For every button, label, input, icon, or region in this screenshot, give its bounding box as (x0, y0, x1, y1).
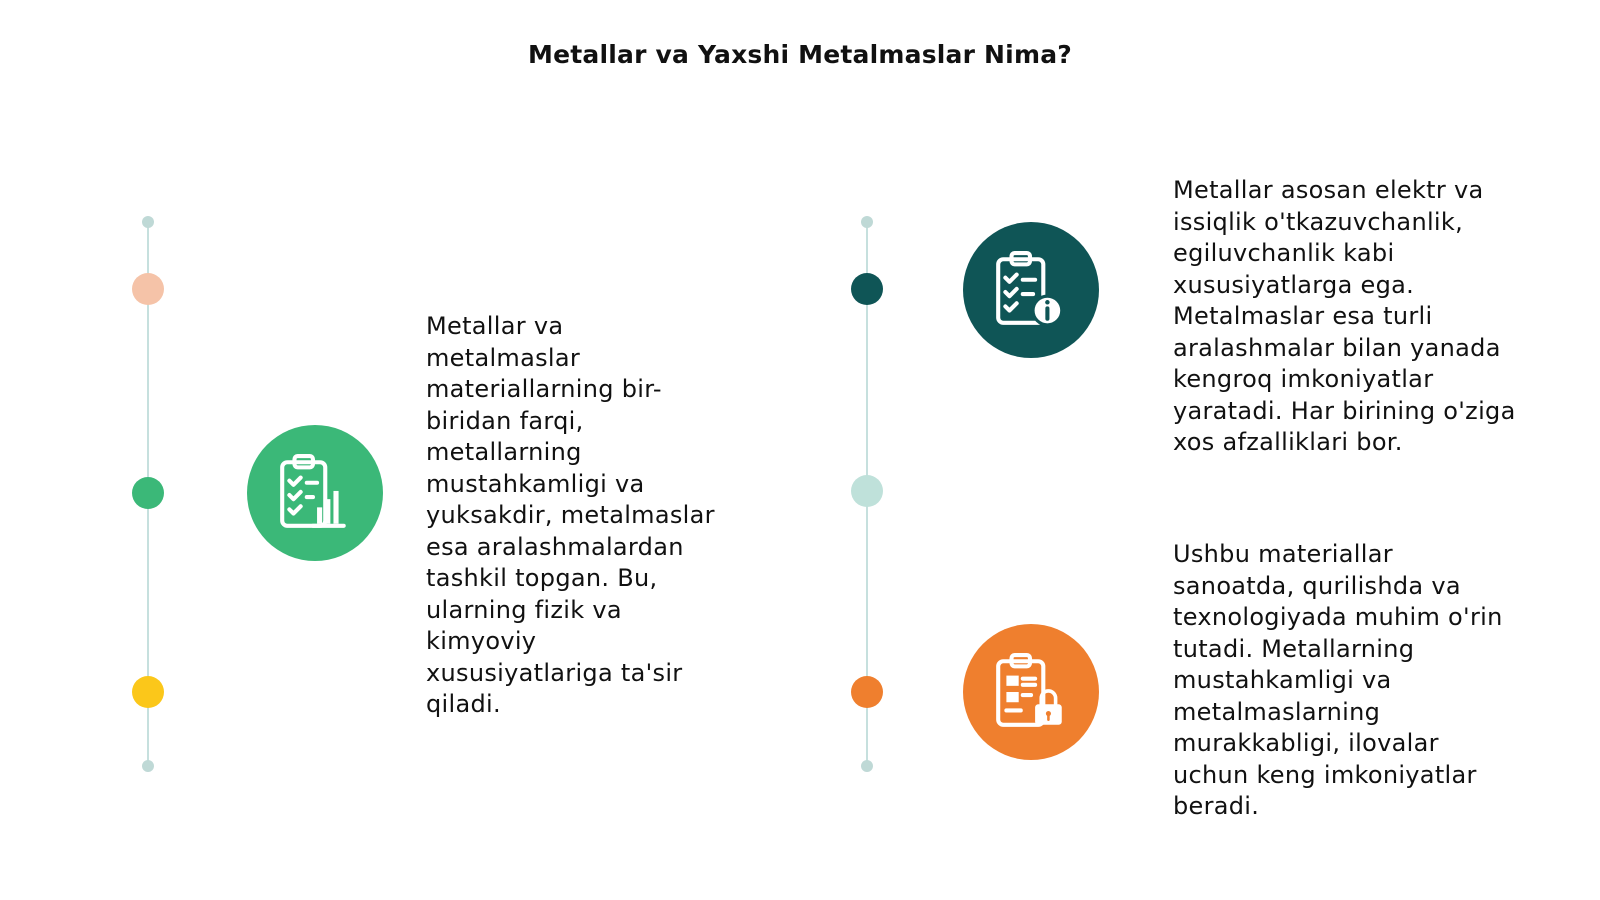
clipboard-chart-icon-circle (247, 425, 383, 561)
left-timeline-dot-yellow (132, 676, 164, 708)
clipboard-info-icon-circle (963, 222, 1099, 358)
left-timeline-end-dot-bottom (142, 760, 154, 772)
clipboard-info-icon (990, 249, 1072, 331)
right-timeline-end-dot-bottom (861, 760, 873, 772)
clipboard-lock-icon-circle (963, 624, 1099, 760)
right-timeline-dot-orange (851, 676, 883, 708)
page-title: Metallar va Yaxshi Metalmaslar Nima? (528, 40, 1072, 69)
left-timeline-dot-peach (132, 273, 164, 305)
left-description-text: Metallar va metalmaslar materiallarning bir- biridan farqi, metallarning mustahkamligi va yuksakdir, metalmaslar esa aralashmalardan tashkil topgan. Bu, ularning fizik va kimyoviy xususiyatlariga ta'sir qiladi. (426, 312, 715, 718)
right-bottom-description-text: Ushbu materiallar sanoatda, qurilishda va texnologiyada muhim o'rin tutadi. Metallarning mustahkamligi va metalmaslarning murakkabligi, ilovalar uchun keng imkoniyatlar beradi. (1173, 540, 1503, 820)
left-timeline-dot-green (132, 477, 164, 509)
right-timeline-end-dot-top (861, 216, 873, 228)
right-timeline-dot-dark-teal (851, 273, 883, 305)
right-top-description-text: Metallar asosan elektr va issiqlik o'tkazuvchanlik, egiluvchanlik kabi xususiyatlarga ega. Metalmaslar esa turli aralashmalar bilan yanada kengroq imkoniyatlar yaratadi. Har birining o'ziga xos afzalliklari bor. (1173, 176, 1516, 456)
clipboard-lock-icon (990, 651, 1072, 733)
left-timeline-end-dot-top (142, 216, 154, 228)
clipboard-chart-icon (274, 452, 356, 534)
right-timeline-dot-light-teal (851, 475, 883, 507)
